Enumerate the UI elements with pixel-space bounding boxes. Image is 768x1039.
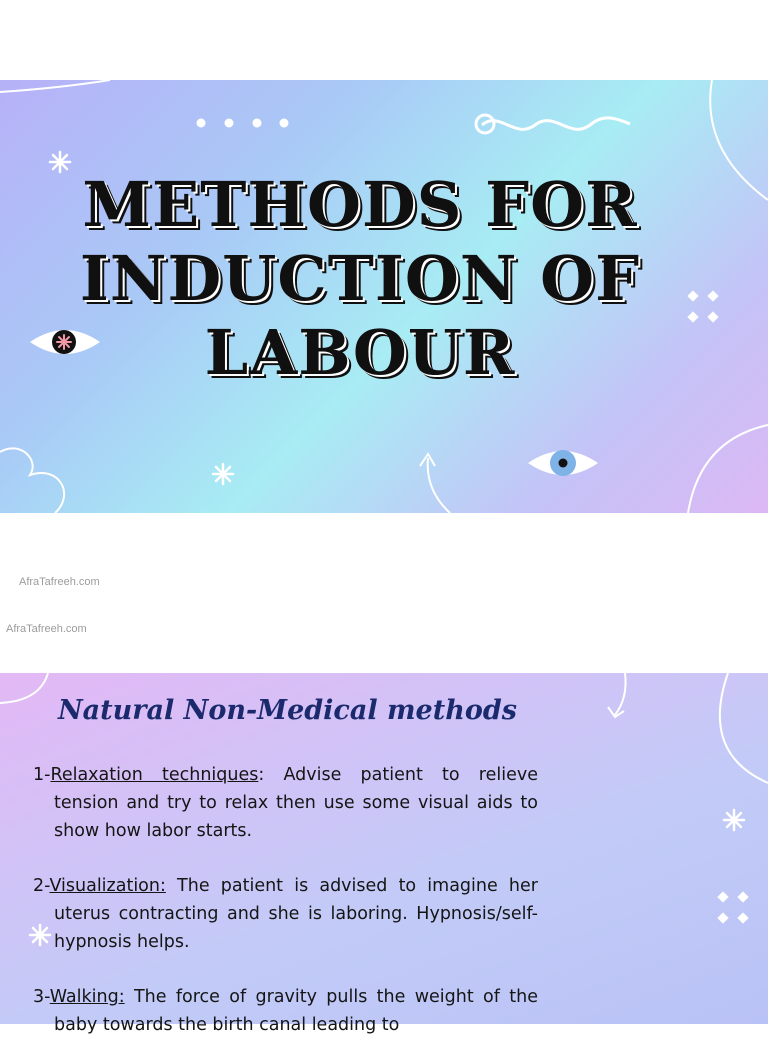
eye-icon	[528, 450, 598, 476]
decor-arc-top-left	[0, 673, 48, 703]
list-item-term: Walking:	[49, 987, 125, 1007]
decor-heart-outline	[0, 448, 64, 513]
watermark-text: AfraTafreeh.com	[19, 576, 100, 588]
list-item-number: 1-	[33, 765, 51, 785]
list-item-separator	[166, 876, 177, 896]
list-item-text: The patient is advised to imagine her uterus contracting and she is laboring. Hypnosis/self-hypnosis helps.	[54, 876, 538, 952]
decor-arc-top-left	[0, 80, 110, 92]
decor-dot	[253, 119, 262, 128]
list-item-number: 3-	[33, 987, 50, 1007]
list-item	[33, 983, 538, 1039]
slide-title-line: LABOUR	[204, 316, 516, 389]
decor-arc-top-right	[720, 673, 768, 783]
content-slide	[0, 673, 768, 1035]
list-item-term: Relaxation techniques	[50, 765, 259, 785]
decor-arc-bottom-right	[688, 425, 768, 513]
list-item-text: Advise patient to relieve tension and try to relax then use some visual aids to show how labor starts.	[54, 765, 538, 841]
decor-arrow	[428, 458, 450, 513]
sparkle-icon	[213, 464, 233, 484]
sparkle-icon	[724, 810, 744, 830]
list-item	[33, 761, 538, 845]
decor-arrow	[615, 673, 626, 715]
section-heading: Natural Non-Medical methods	[58, 695, 517, 726]
decor-squiggle	[482, 118, 630, 129]
watermark-text: AfraTafreeh.com	[6, 623, 87, 635]
list-item-term: Visualization:	[49, 876, 166, 896]
decor-dot	[280, 119, 289, 128]
decor-arc-top-right	[710, 80, 768, 200]
title-slide	[0, 80, 768, 513]
list-item-text: The force of gravity pulls the weight of the baby towards the birth canal leading to	[54, 987, 538, 1035]
decor-dot	[197, 119, 206, 128]
slide-title-line: INDUCTION OF	[79, 242, 641, 315]
slide-title-line: METHODS FOR	[82, 168, 638, 241]
list-item	[33, 872, 538, 956]
decor-diamonds	[687, 290, 718, 322]
decor-diamonds	[717, 891, 748, 923]
decor-dot	[225, 119, 234, 128]
list-item-separator	[125, 987, 134, 1007]
list-item-separator: :	[258, 765, 284, 785]
slide-title	[60, 168, 660, 390]
list-item-number: 2-	[33, 876, 50, 896]
